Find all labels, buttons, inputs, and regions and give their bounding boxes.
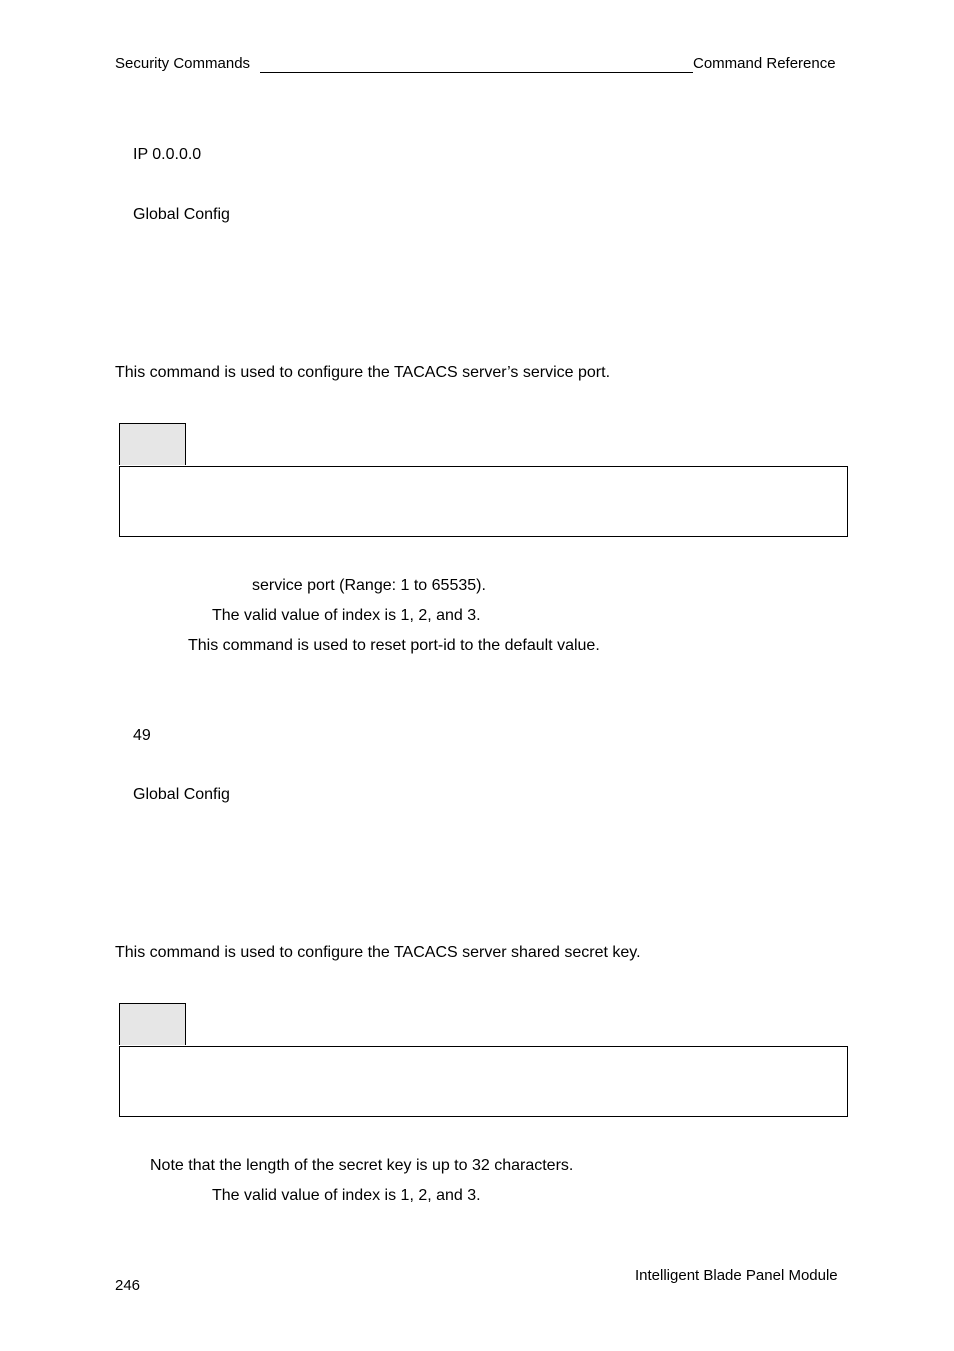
command-description: This command is used to configure the TACACS server’s service port. [115, 364, 611, 381]
parameter-text: service port (Range: 1 to 65535). [252, 577, 486, 594]
default-value: IP 0.0.0.0 [133, 146, 202, 163]
header-right: Command Reference [693, 55, 836, 72]
page-number: 246 [115, 1277, 141, 1294]
header-rule [260, 72, 693, 73]
parameter-text: The valid value of index is 1, 2, and 3. [212, 607, 481, 624]
default-value: 49 [133, 727, 151, 744]
format-tab [119, 1003, 186, 1045]
format-tab [119, 423, 186, 465]
command-mode: Global Config [133, 786, 230, 803]
parameter-text: The valid value of index is 1, 2, and 3. [212, 1187, 481, 1204]
command-mode: Global Config [133, 206, 230, 223]
command-description: This command is used to configure the TACACS server shared secret key. [115, 944, 641, 961]
parameter-text: Note that the length of the secret key is up to 32 characters. [150, 1157, 574, 1174]
format-box [119, 466, 848, 537]
header-left: Security Commands [115, 55, 251, 72]
footer-product: Intelligent Blade Panel Module [635, 1267, 838, 1284]
parameter-text: This command is used to reset port-id to the default value. [188, 637, 600, 654]
format-box [119, 1046, 848, 1117]
